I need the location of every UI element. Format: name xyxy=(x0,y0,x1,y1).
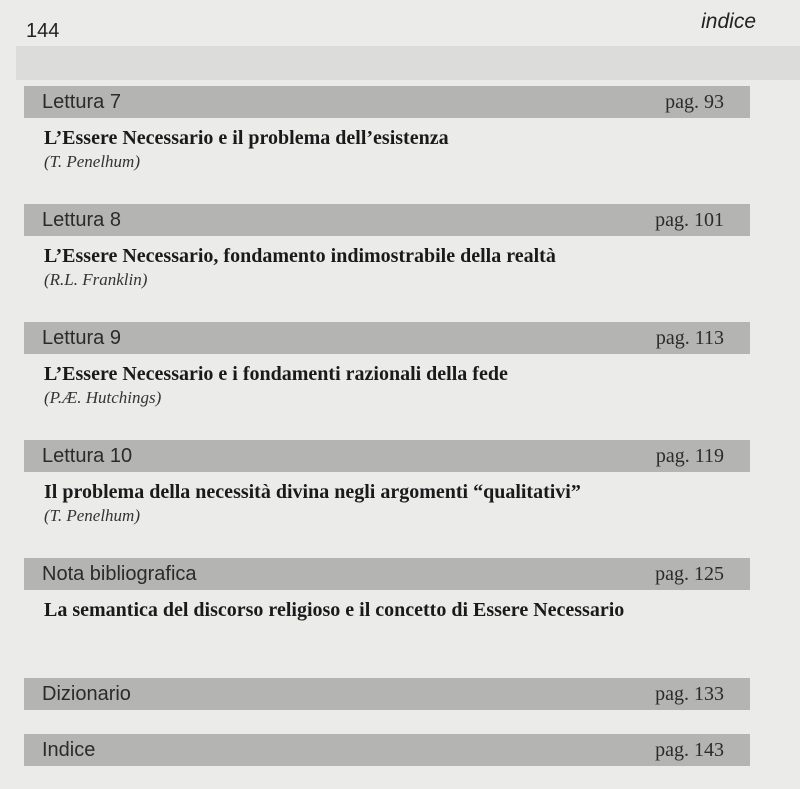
entry-page: pag. 143 xyxy=(655,739,724,761)
entry-page: pag. 113 xyxy=(655,327,724,349)
toc-entry-bar xyxy=(24,440,750,472)
top-band xyxy=(16,46,800,80)
entry-label: Lettura 10 xyxy=(42,445,133,467)
entry-title: La semantica del discorso religioso e il concetto di Essere Necessario xyxy=(44,599,625,621)
toc-entry-lettura-7 xyxy=(24,86,750,172)
entry-label: Dizionario xyxy=(42,683,131,705)
toc-entry-lettura-8 xyxy=(24,204,750,290)
running-head: indice xyxy=(701,10,756,33)
toc-entry-lettura-9 xyxy=(24,322,750,408)
toc-entry-nota-bibliografica xyxy=(24,558,750,623)
entry-author: (T. Penelhum) xyxy=(44,506,140,525)
entry-label: Indice xyxy=(42,739,96,761)
entry-author: (R.L. Franklin) xyxy=(44,270,148,289)
entry-title: L’Essere Necessario, fondamento indimostrabile della realtà xyxy=(44,245,556,267)
entry-page: pag. 125 xyxy=(655,563,724,585)
entry-author: (P.Æ. Hutchings) xyxy=(44,388,162,407)
toc-entry-bar xyxy=(24,734,750,766)
entry-page: pag. 119 xyxy=(655,445,724,467)
entry-label: Nota bibliografica xyxy=(42,563,197,585)
toc-entry-bar xyxy=(24,558,750,590)
page-number: 144 xyxy=(26,20,60,42)
toc-entry-bar xyxy=(24,678,750,710)
toc-entry-lettura-10 xyxy=(24,440,750,526)
toc-entry-bar xyxy=(24,322,750,354)
entry-label: Lettura 9 xyxy=(42,327,121,349)
toc-entry-indice xyxy=(24,734,750,766)
toc-entry-bar xyxy=(24,86,750,118)
toc-entry-dizionario xyxy=(24,678,750,710)
entry-page: pag. 101 xyxy=(655,209,724,231)
entry-label: Lettura 7 xyxy=(42,91,121,113)
entry-page: pag. 133 xyxy=(655,683,724,705)
toc-entry-bar xyxy=(24,204,750,236)
entry-author: (T. Penelhum) xyxy=(44,152,140,171)
entry-label: Lettura 8 xyxy=(42,209,121,231)
entry-title: Il problema della necessità divina negli argomenti “qualitativi” xyxy=(44,481,581,503)
entry-title: L’Essere Necessario e il problema dell’esistenza xyxy=(44,127,449,149)
entry-page: pag. 93 xyxy=(665,91,724,113)
entry-title: L’Essere Necessario e i fondamenti razionali della fede xyxy=(44,363,508,385)
